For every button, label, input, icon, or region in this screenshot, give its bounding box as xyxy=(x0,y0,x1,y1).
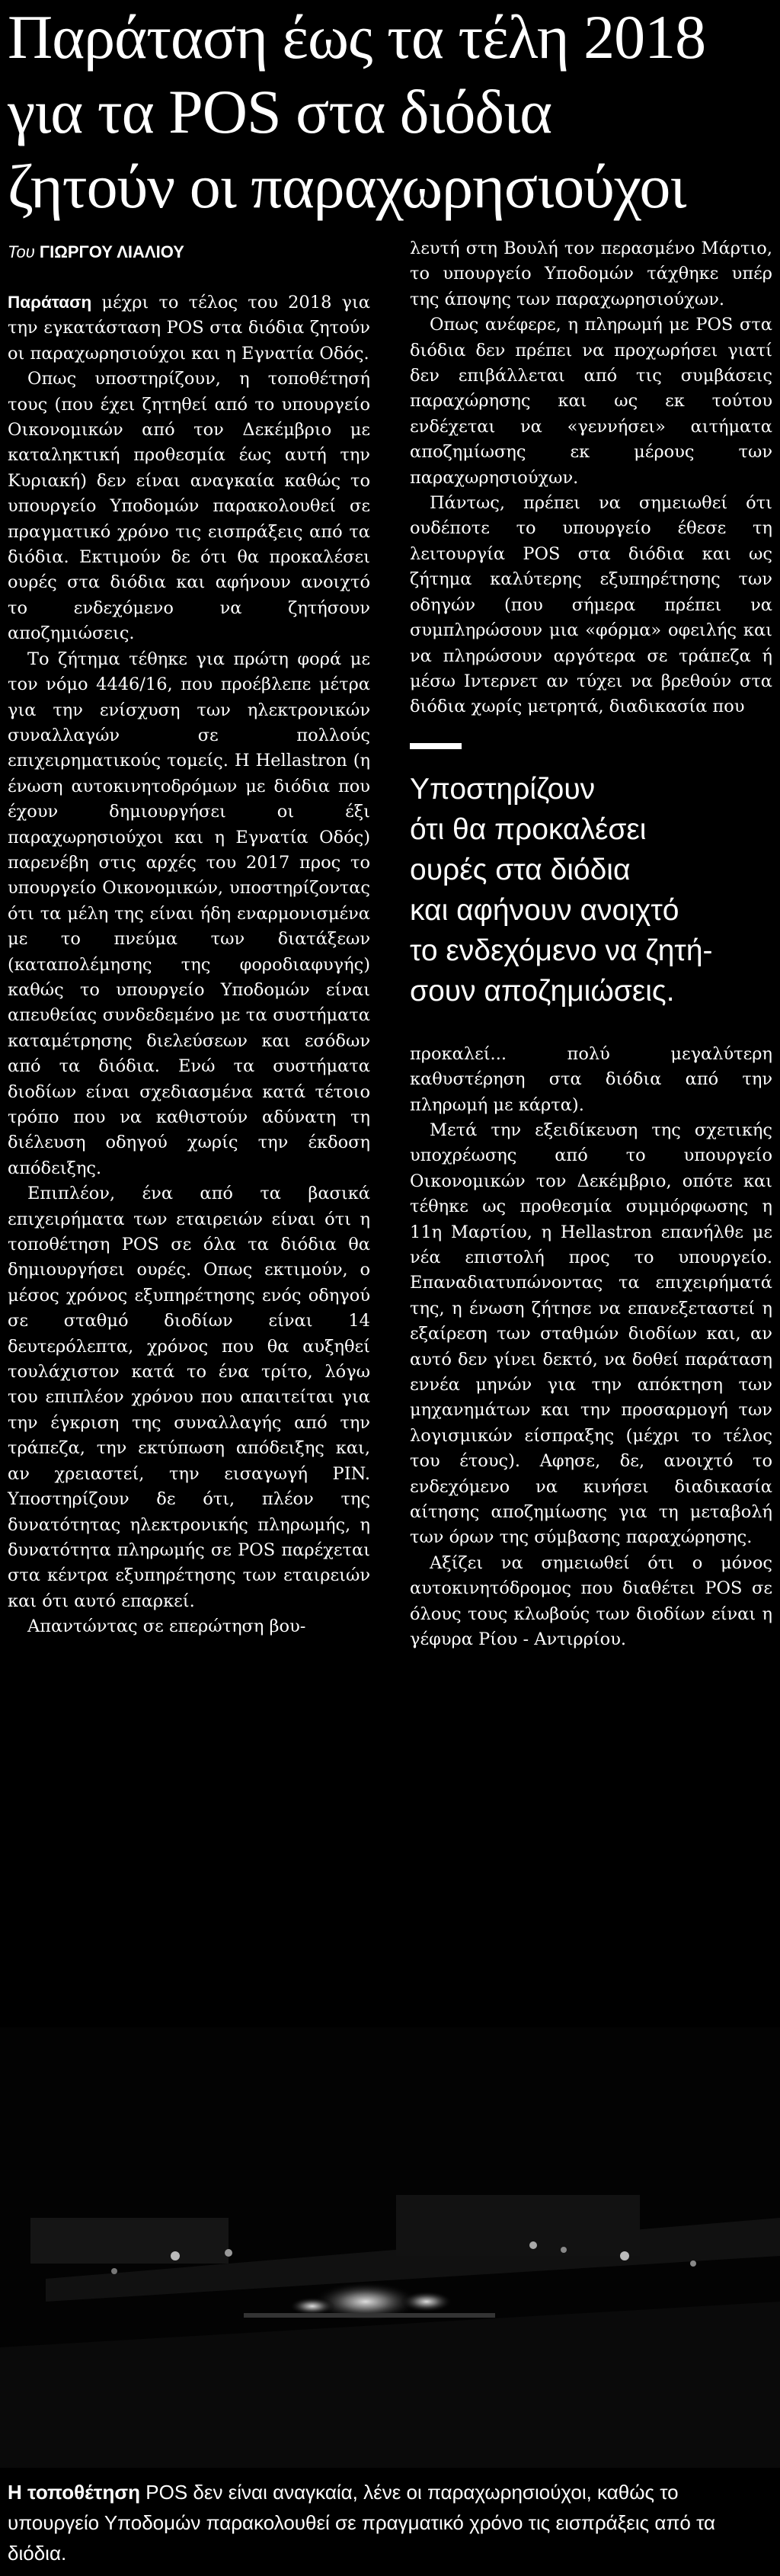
caption-text: POS δεν είναι αναγκαία, λένε οι παραχωρησιούχοι, καθώς το υπουργείο Υποδομών παρακολουθεί σε πραγματικό χρόνο τις εισπράξεις από τα διόδια. xyxy=(8,2481,716,2565)
article-column-left xyxy=(8,290,370,1640)
photo-illustration xyxy=(0,2027,780,2468)
paragraph: Πάντως, πρέπει να σημειωθεί ότι ουδέποτε το υπουργείο έθεσε τη λειτουργία POS στα διόδια και ως ζήτημα καλύτερης εξυπηρέτησης των οδηγών (που σήμερα πρέπει να συμπληρώσουν μια «φόρμα» οφειλής και να πληρώσουν αργότερα σε τράπεζα ή μέσω Ιντερνετ αν τύχει να βρεθούν στα διόδια χωρίς μετρητά, διαδικασία που xyxy=(410,493,772,717)
paragraph: λευτή στη Βουλή τον περασμένο Μάρτιο, το υπουργείο Υποδομών τάχθηκε υπέρ της άποψης των παραχωρησιούχων. xyxy=(410,239,772,309)
pullquote-line: το ενδεχόμενο να ζητή- xyxy=(410,934,713,967)
paragraph: προκαλεί... πολύ μεγαλύτερη καθυστέρηση στα διόδια από την πληρωμή με κάρτα). xyxy=(410,1043,772,1115)
toll-station-photo xyxy=(0,2027,780,2468)
pullquote-line: και αφήνουν ανοιχτό xyxy=(410,893,679,927)
paragraph-text: μέχρι το τέλος του 2018 για την εγκατάσταση POS στα διόδια ζητούν οι παραχωρησιούχοι και η Εγνατία Οδός. xyxy=(8,293,370,364)
pullquote-line: ότι θα προκαλέσει xyxy=(410,812,647,846)
paragraph: Το ζήτημα τέθηκε για πρώτη φορά με τον νόμο 4446/16, που προέβλεπε μέτρα για την ενίσχυση των ηλεκτρονικών συναλλαγών σε πολλούς επιχειρηματικούς τομείς. Η Hellastron (η ένωση αυτοκινητοδρόμων με διόδια που έχουν δημιουργήσει οι έξι παραχωρησιούχοι και η Εγνατία Οδός) παρενέβη στις αρχές του 2017 προς το υπουργείο Οικονομικών, υποστηρίζοντας ότι τα μέλη της είναι ήδη εναρμονισμένα με το πνεύμα των διατάξεων (καταπολέμησης της φοροδιαφυγής) καθώς το υπουργείο Υποδομών είναι απευθείας συνδεδεμένο με τα συστήματα καταμέτρησης διελεύσεων και εσόδων από τα διόδια. Ενώ τα συστήματα διοδίων είναι σχεδιασμένα κατά τέτοιο τρόπο που να καθιστούν αδύνατη τη διέλευση οδηγού χωρίς την έκδοση απόδειξης. xyxy=(8,649,370,1178)
headline-line-1: Παράταση έως τα τέλη 2018 xyxy=(8,2,706,72)
photo-caption xyxy=(8,2477,772,2568)
paragraph: Αξίζει να σημειωθεί ότι ο μόνος αυτοκινητόδρομος που διαθέτει POS σε όλους τους κλωβούς των διοδίων είναι η γέφυρα Ρίου - Αντιρρίου. xyxy=(410,1552,772,1650)
pullquote-line: σουν αποζημιώσεις. xyxy=(410,974,675,1008)
paragraph: Οπως ανέφερε, η πληρωμή με POS στα διόδια δεν πρέπει να προχωρήσει γιατί δεν επιβάλλεται από τις συμβάσεις παραχώρησης και ως εκ τούτου ενδέχεται να «γεννήσει» αιτήματα αποζημίωσης εκ μέρους των παραχωρησιούχων. xyxy=(410,315,772,488)
paragraph-lead: Παράταση xyxy=(8,293,92,312)
paragraph: Οπως υποστηρίζουν, η τοποθέτησή τους (που έχει ζητηθεί από το υπουργείο Οικονομικών από τον Δεκέμβριο με καταληκτική προθεσμία έως αυτή την Κυριακή) δεν είναι αναγκαία καθώς το υπουργείο Υποδομών παρακολουθεί σε πραγματικό χρόνο τις εισπράξεις από τα διόδια. Εκτιμούν δε ότι θα προκαλέσει ουρές στα διόδια και αφήνουν ανοιχτό το ενδεχόμενο να ζητήσουν αποζημιώσεις. xyxy=(8,369,370,644)
article-column-right xyxy=(410,236,772,1652)
headline-line-2: για τα POS στα διόδια xyxy=(8,77,552,146)
headline xyxy=(8,0,772,224)
byline xyxy=(8,242,184,262)
paragraph: Επιπλέον, ένα από τα βασικά επιχειρήματα των εταιρειών είναι ότι η τοποθέτηση POS σε όλα τα διόδια θα δημιουργήσει ουρές. Οπως εκτιμούν, ο μέσος χρόνος εξυπηρέτησης ενός οδηγού σε σταθμό διοδίων είναι 14 δευτερόλεπτα, χρόνος που θα αυξηθεί τουλάχιστον κατά το ένα τρίτο, λόγω του επιπλέον χρόνου που απαιτείται για την έγκριση της συναλλαγής από την τράπεζα, την εκτύπωση απόδειξης και, αν χρειαστεί, την εισαγωγή PIN. Υποστηρίζουν δε ότι, πλέον της δυνατότητας ηλεκτρονικής πληρωμής, η δυνατότητα πληρωμής σε POS παρέχεται στα κέντρα εξυπηρέτησης των εταιρειών και ότι αυτό επαρκεί. xyxy=(8,1184,370,1611)
pullquote-rule xyxy=(410,743,462,749)
pullquote-line: Υποστηρίζουν xyxy=(410,772,596,806)
pullquote xyxy=(410,769,772,1011)
byline-prefix: Του xyxy=(8,242,40,261)
paragraph xyxy=(8,290,370,367)
paragraph: Απαντώντας σε επερώτηση βου- xyxy=(27,1616,306,1637)
byline-author: ΓΙΩΡΓΟΥ ΛΙΑΛΙΟΥ xyxy=(39,242,184,261)
headline-line-3: ζητούν οι παραχωρησιούχοι xyxy=(8,152,686,221)
caption-lead: Η τοποθέτηση xyxy=(8,2481,141,2504)
pullquote-line: ουρές στα διόδια xyxy=(410,853,631,886)
paragraph: Μετά την εξειδίκευση της σχετικής υποχρέωσης από το υπουργείο Οικονομικών τον Δεκέμβριο, οπότε και τέθηκε ως προθεσμία συμμόρφωσης η 11η Μαρτίου, η Hellastron επανήλθε με νέα επιστολή προς το υπουργείο. Επαναδιατυπώνοντας τα επιχειρήματά της, η ένωση ζήτησε να επανεξεταστεί η εξαίρεση των σταθμών διοδίων και, αν αυτό δεν γίνει δεκτό, να δοθεί παράταση εννέα μηνών για την απόκτηση των μηχανημάτων και την προσαρμογή των λογισμικών είσπραξης (μέχρι το τέλος του έτους). Αφησε, δε, ανοιχτό το ενδεχόμενο να κινήσει διαδικασία αίτησης αποζημίωσης για τη μεταβολή των όρων της σύμβασης παραχώρησης. xyxy=(410,1120,772,1548)
